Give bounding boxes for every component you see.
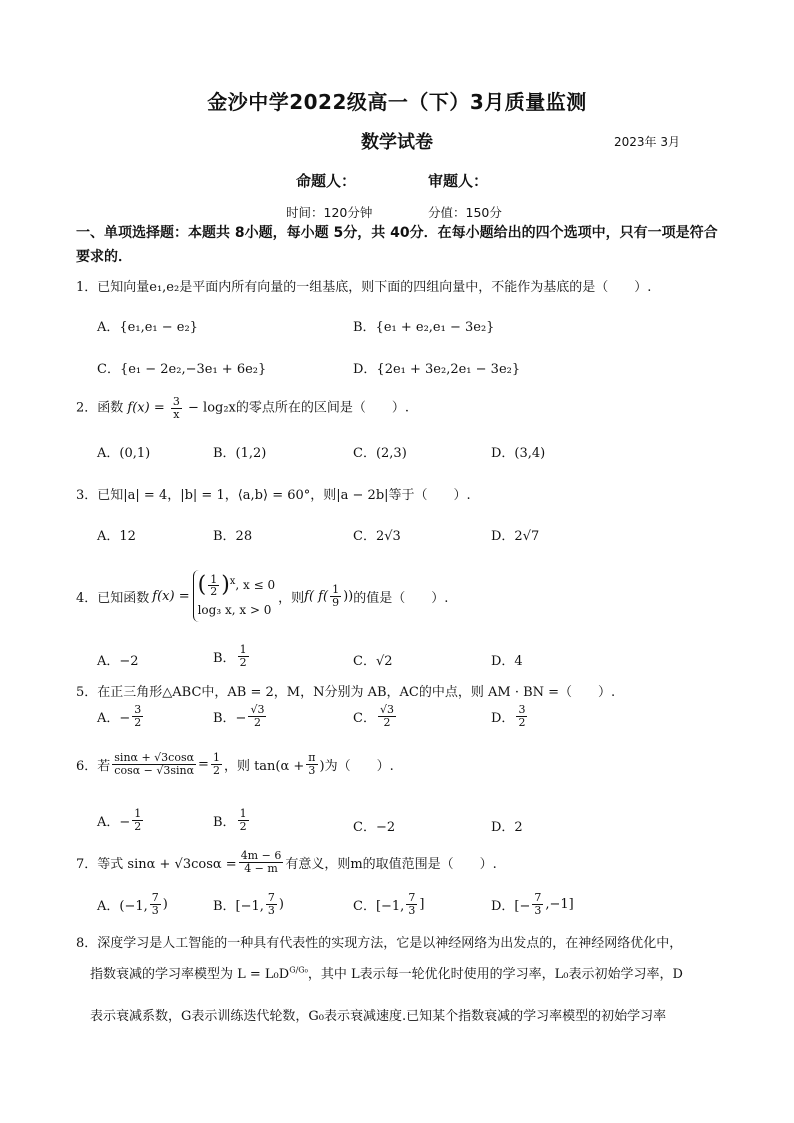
question-8-line-3: 表示衰减系数，G表示训练迭代轮数，G₀表示衰减速度.已知某个指数衰减的学习率模型的初始学习率 [90,1009,667,1024]
q4-nested-close: )) [343,588,354,604]
q7-option-a-open: A．(−1, [97,898,148,914]
q6-eq: = [198,756,209,772]
question-3-option-d: D．2√7 [491,529,540,544]
question-1-option-b: B．{e₁ + e₂,e₁ − 3e₂} [353,320,495,335]
q7-option-b-den: 3 [267,903,275,917]
q5-option-d-frac [516,704,527,728]
reviewer-label: 审题人： [428,172,489,190]
question-2-option-a: A．(0,1) [97,446,151,461]
question-7-option-b [213,892,284,916]
q7-num: 4m − 6 [240,849,282,862]
q4-case-1-paren-r: ) [221,572,230,598]
q4-case-1-den: 2 [210,585,218,599]
q6-pi-frac [306,752,317,776]
q7-den: 4 − m [244,861,278,875]
q4-case-1-num: 1 [210,572,218,586]
q8-line-2-exp: G/G₀ [289,965,308,975]
question-4-option-c: C．√2 [353,654,393,669]
q7-option-a-num: 7 [151,891,159,904]
q5-option-d-label: D． [491,710,515,726]
q7-option-b-frac [266,892,277,916]
q8-line-2-a: 指数衰减的学习率模型为 L = L₀D [90,967,290,982]
q5-option-a-label: A．− [97,710,131,726]
q6-option-b-label: B． [213,814,236,830]
q4-func: f(x) = [152,588,190,604]
q7-option-c-num: 7 [408,891,416,904]
question-4-option-d: D．4 [491,654,523,669]
q4-option-b-den: 2 [239,655,247,669]
question-6-option-b [213,808,251,832]
question-6-option-d: D．2 [491,820,523,835]
q7-option-a-den: 3 [151,903,159,917]
q5-option-b-num: √3 [250,703,265,716]
exam-title: 金沙中学2022级高一（下）3月质量监测 [207,90,587,114]
q4-option-b-num: 1 [239,643,247,656]
q4-stem-c: 的值是（ ）. [353,590,449,606]
question-1-option-a: A．{e₁,e₁ − e₂} [97,320,198,335]
section-heading: 一、单项选择题：本题共 8小题，每小题 5分，共 40分．在每小题给出的四个选项中，只有一项是符合要求的． [76,225,718,265]
q2-func: f(x) = [127,400,165,416]
q6-stem-c: )为（ ）. [319,758,394,774]
question-6-option-c: C．−2 [353,820,396,835]
q6-rhs-num: 1 [212,751,220,764]
q4-case-1-frac [208,574,219,598]
q8-line-2-b: ，其中 L表示每一轮优化时使用的学习率，L₀表示初始学习率，D [307,967,683,982]
question-6-option-a [97,808,145,832]
q4-inner-frac [330,584,341,608]
question-2-option-c: C．(2,3) [353,446,407,461]
q7-option-b-close: ) [278,896,284,912]
q7-option-c-close: ] [419,896,425,912]
question-3-option-b: B．28 [213,529,253,544]
q7-option-d-num: 7 [534,891,542,904]
exam-time: 时间：120分钟 [286,205,373,220]
question-8-line-2 [90,963,740,982]
q4-case-1-exp: x [229,576,236,588]
exam-date: 2023年 3月 [614,135,680,149]
q2-fraction [171,396,182,420]
question-7-option-a [97,892,168,916]
q5-option-c-label: C． [353,710,376,726]
q6-main-frac [112,752,196,776]
q5-option-d-den: 2 [518,715,526,729]
q4-stem-b: ，则 [278,590,305,606]
exam-score: 分值：150分 [428,205,502,220]
question-5-option-d [491,704,529,728]
question-3-option-a: A．12 [97,529,136,544]
q5-option-b-label: B．− [213,710,247,726]
question-4-stem [76,566,448,626]
q6-stem-a: 6．若 [76,758,111,774]
question-1-option-c: C．{e₁ − 2e₂,−3e₁ + 6e₂} [97,362,267,377]
q4-option-b-label: B． [213,650,236,666]
question-7-stem [76,850,497,874]
question-1-stem: 1．已知向量e₁,e₂是平面内所有向量的一组基底，则下面的四组向量中，不能作为基底的是（ ）. [76,280,652,295]
q7-option-d-frac [532,892,543,916]
q4-piecewise [193,570,276,622]
question-6-stem [76,752,394,776]
q7-option-c-frac [406,892,417,916]
q5-option-c-den: 2 [383,715,391,729]
q4-option-b-frac [238,644,249,668]
q6-pi-num: π [308,751,316,764]
question-5-option-c [353,704,398,728]
q6-option-a-label: A．− [97,814,131,830]
q4-case-1-cond: , x ≤ 0 [235,578,276,593]
question-2-stem [76,396,409,420]
q7-option-a-close: ) [162,896,168,912]
question-5-option-b [213,704,268,728]
q2-fraction-num: 3 [172,395,180,408]
question-5-stem: 5．在正三角形△ABC中，AB = 2，M，N分别为 AB，AC的中点，则 AM · BN =（ ）. [76,685,616,700]
q4-inner-den: 9 [332,595,340,609]
author-label: 命题人： [296,172,357,190]
question-7-option-d [491,892,574,916]
q6-main-den: cosα − √3sinα [114,763,195,777]
q6-option-b-den: 2 [239,819,247,833]
q4-nested: f( f( [304,588,329,604]
q6-option-b-frac [238,808,249,832]
q4-case-2: log₃ x, x > 0 [197,602,272,617]
q7-option-a-frac [150,892,161,916]
q2-stem-a: 2．函数 [76,400,124,416]
q5-option-d-num: 3 [518,703,526,716]
question-4-option-b [213,644,251,668]
q7-option-d-close: ,−1] [545,896,574,912]
q7-option-d-den: 3 [534,903,542,917]
question-5-option-a [97,704,145,728]
q6-option-a-frac [132,808,143,832]
q7-frac [239,850,284,874]
q6-pi-den: 3 [308,763,316,777]
question-3-option-c: C．2√3 [353,529,401,544]
q7-stem-a: 7．等式 sinα + √3cosα = [76,856,237,872]
q5-option-a-num: 3 [134,703,142,716]
q2-stem-b: 的零点所在的区间是（ ）. [235,400,410,416]
q5-option-a-den: 2 [134,715,142,729]
q5-option-b-frac [248,704,266,728]
q4-inner-num: 1 [332,582,340,596]
q7-option-c-open: C．[−1, [353,898,405,914]
q7-option-b-num: 7 [267,891,275,904]
question-2-option-d: D．(3,4) [491,446,546,461]
q6-stem-b: ，则 tan(α + [223,758,305,774]
q6-option-b-num: 1 [239,807,247,820]
question-1-option-d: D．{2e₁ + 3e₂,2e₁ − 3e₂} [353,362,521,377]
exam-subtitle: 数学试卷 [361,132,433,153]
q7-option-b-open: B．[−1, [213,898,264,914]
question-4-option-a: A．−2 [97,654,139,669]
q2-fraction-den: x [173,407,180,421]
q6-option-a-den: 2 [134,819,142,833]
q4-stem-a: 4．已知函数 [76,590,150,606]
q6-rhs-den: 2 [212,763,220,777]
q6-rhs-frac [211,752,222,776]
q2-rest: − log₂x [188,400,236,416]
q5-option-c-frac [378,704,396,728]
q6-option-a-num: 1 [134,807,142,820]
q4-case-1-paren-l: ( [197,572,207,598]
question-3-stem: 3．已知|a| = 4，|b| = 1，⟨a,b⟩ = 60°，则|a − 2b|等于（ ）. [76,488,471,503]
question-8-line-1: 8．深度学习是人工智能的一种具有代表性的实现方法，它是以神经网络为出发点的，在神经网络优化中， [76,936,683,951]
question-2-option-b: B．(1,2) [213,446,267,461]
q5-option-c-num: √3 [379,703,394,716]
q4-case-1 [198,570,276,598]
q5-option-a-frac [132,704,143,728]
q7-stem-b: 有意义，则m的取值范围是（ ）. [285,856,497,872]
q7-option-d-open: D．[− [491,898,531,914]
q6-main-num: sinα + √3cosα [114,751,195,764]
question-7-option-c [353,892,424,916]
q7-option-c-den: 3 [408,903,416,917]
q5-option-b-den: 2 [253,715,261,729]
